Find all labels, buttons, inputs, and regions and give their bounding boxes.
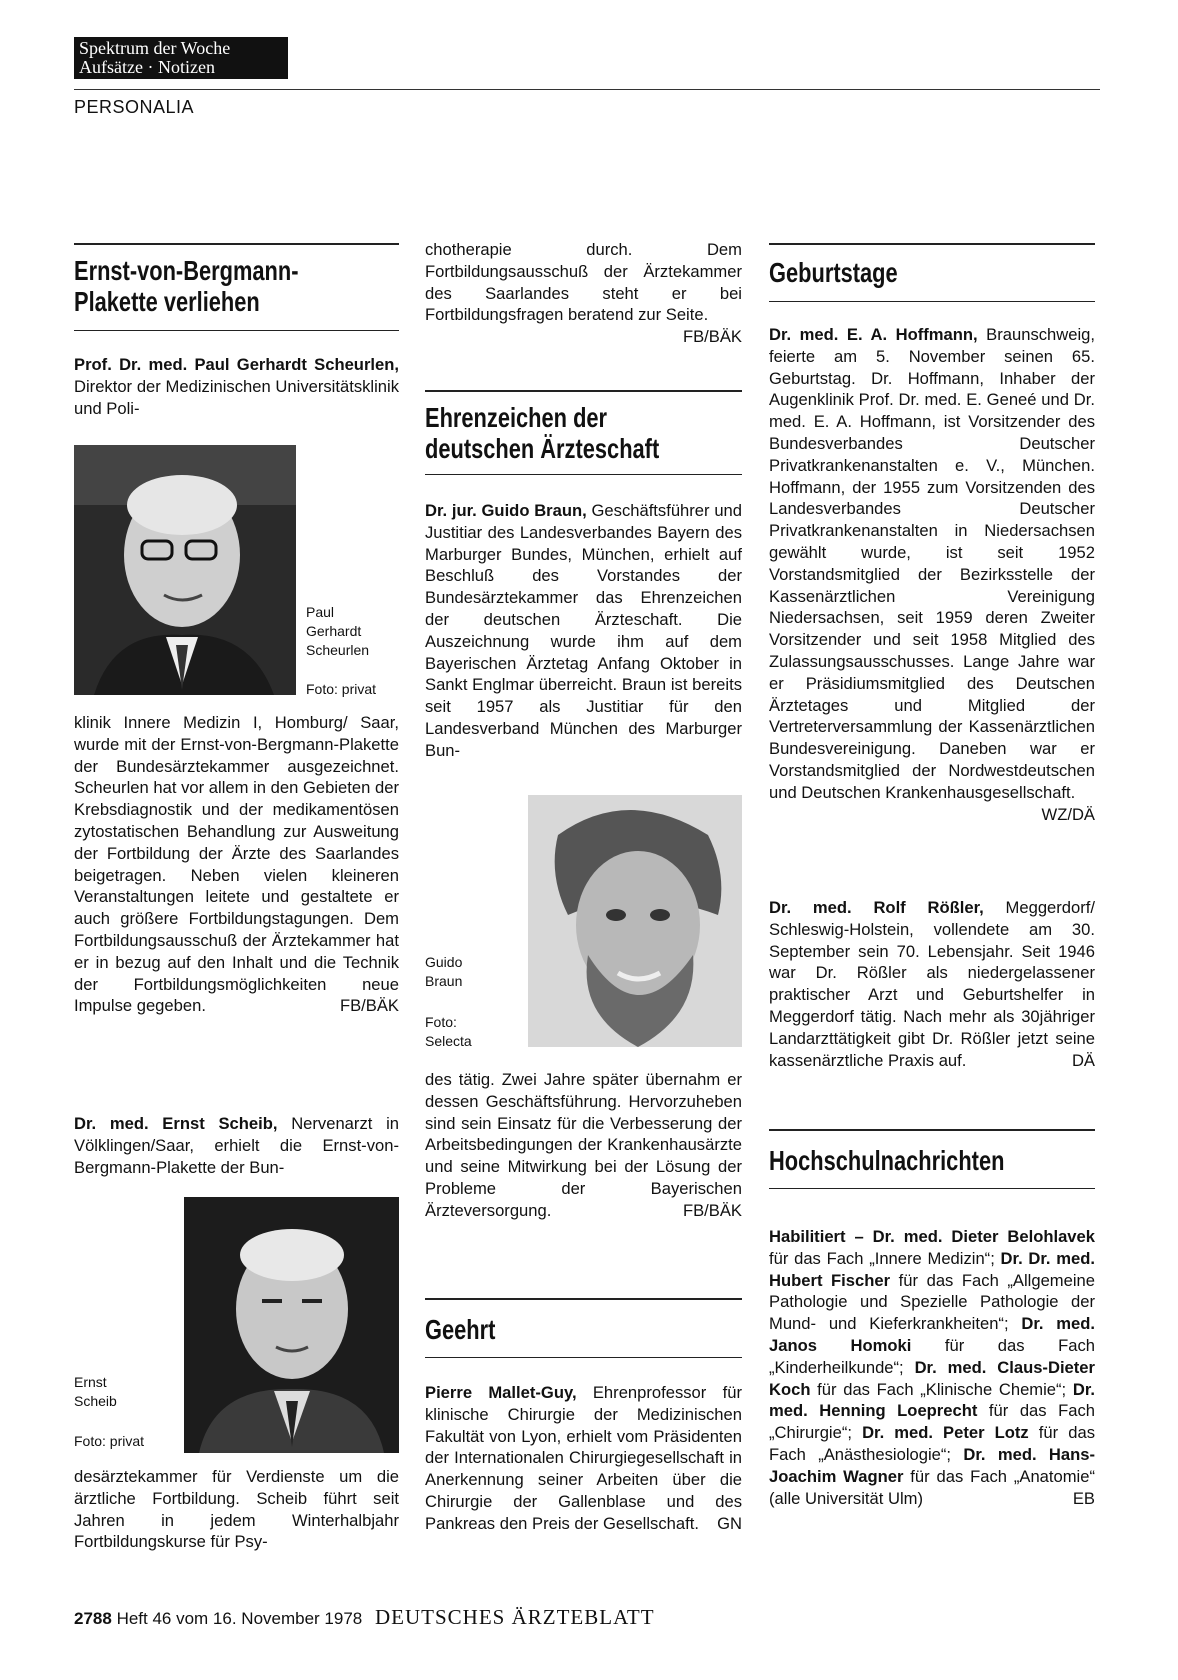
text-mallet-guy: Ehrenprofessor für klinische Chirurgie der Medizinischen Fakultät von Lyon, erhielt vom Präsidenten der Internationalen Chirurgiegesellschaft in Anerkennung seiner Arbeiten über die Chirurgie der Gallenblase und des Pankreas den Preis der Gesellschaft. xyxy=(425,1383,742,1533)
headline-geburtstage: Geburtstage xyxy=(769,257,898,288)
column-2-headline-block xyxy=(425,390,742,475)
text-hoffmann: Braunschweig, feierte am 5. November seinen 65. Geburtstag. Dr. Hoffmann, Inhaber der Augenklinik Prof. Dr. med. E. Geneé und Dr. med. E. A. Hoffmann, ist Vorsitzender des Bundesverbandes Deutscher Privatkrankenanstalten e. V., München. Hoffmann, der 1955 zum Vorsitzenden des Landesverbandes Deutscher Privatkrankenanstalten in Niedersachsen gewählt wurde, ist seit 1952 Vorstandsmitglied der Bezirksstelle der Kassenärztlichen Vereinigung Niedersachsen, seit 1959 deren Zweiter Vorsitzender und seit 1958 Mitglied des Zulassungsausschusses. Lange Jahre war er Präsidiumsmitglied des Deutschen Ärztetages und Mitglied der Vertreterversammlung der Kassenärztlichen Bundesvereinigung. Daneben war er Vorstandsmitglied der Nordwestdeutschen und Deutschen Krankenhausgesellschaft. xyxy=(769,325,1096,802)
name-scheurlen: Prof. Dr. med. Paul Gerhardt Scheurlen, xyxy=(74,355,399,374)
article-habilitationen: Habilitiert – Dr. med. Dieter Belohlavek für das Fach „Innere Medizin“; Dr. Dr. med. Hubert Fischer für das Fach „Allgemeine Pathologie und Spezielle Pathologie der Mund- und Kieferkrankheiten“; Dr. med. Janos Homoki für das Fach „Kinderheilkunde“; Dr. med. Claus-Dieter Koch für das Fach „Klinische Chemie“; Dr. med. Henning Loeprecht für das Fach „Chirurgie“; Dr. med. Peter Lotz für das Fach „Anästhesiologie“; Dr. med. Hans-Joachim Wagner für das Fach „Anatomie“ (alle Universität Ulm) EB xyxy=(769,1227,1096,1508)
article-scheib-intro xyxy=(74,1113,399,1178)
column-2-geehrt-block xyxy=(425,1298,742,1358)
column-3-geburtstage-block xyxy=(769,243,1095,302)
caption-braun: Guido Braun xyxy=(425,954,463,989)
article-braun xyxy=(425,500,742,762)
headline-geehrt: Geehrt xyxy=(425,1314,496,1345)
page-footer xyxy=(74,1605,655,1630)
signature-fb-baek-3: FB/BÄK xyxy=(682,1200,742,1220)
text-scheib-end: chotherapie durch. Dem Fortbildungsausschuß der Ärztekammer des Saarlandes steht er bei Fortbildungsfragen beratend zur Seite. xyxy=(425,240,742,325)
text-scheurlen-body: klinik Innere Medizin I, Homburg/ Saar, wurde mit der Ernst-von-Bergmann-Plakette der Bundesärztekammer ausgezeichnet. Scheurlen hat vor allem in den Gebieten der Krebsdiagnostik und der medikamentösen zytostatischen Behandlung zur Ausweitung der Fortbildung der Ärzte des Saarlandes beigetragen. Neben vielen kleineren Veranstaltungen leitete und gestaltete er auch größere Fortbildungstagungen. Dem Fortbildungsausschuß der Ärztekammer hat er in bezug auf den Inhalt und die Technik der Fortbildungsmöglichkeiten neue Impulse gegeben. xyxy=(74,713,399,1016)
name-scheib: Dr. med. Ernst Scheib, xyxy=(74,1114,278,1133)
headline-ehrenzeichen-line-1: Ehrenzeichen der xyxy=(425,402,608,433)
caption-scheib: Ernst Scheib xyxy=(74,1374,117,1409)
signature-wz-dae: WZ/DÄ xyxy=(1041,804,1095,824)
article-scheib-body xyxy=(74,1466,399,1553)
name-roessler: Dr. med. Rolf Rößler, xyxy=(769,898,984,917)
headline-bergmann-line-1: Ernst-von-Bergmann- xyxy=(74,255,299,286)
article-scheib-continued xyxy=(425,239,742,348)
name-hoffmann: Dr. med. E. A. Hoffmann, xyxy=(769,325,978,344)
signature-dae: DÄ xyxy=(1071,1050,1095,1070)
top-rule xyxy=(74,89,1100,90)
headline-ehrenzeichen-line-2: deutschen Ärzteschaft xyxy=(425,433,660,464)
magazine-name: DEUTSCHES ÄRZTEBLATT xyxy=(374,1605,655,1629)
issue-info: Heft 46 vom 16. November 1978 xyxy=(116,1609,363,1628)
name-mallet-guy: Pierre Mallet-Guy, xyxy=(425,1383,577,1402)
column-1-headline-block xyxy=(74,243,399,331)
credit-scheib: Foto: privat xyxy=(74,1433,145,1449)
signature-gn: GN xyxy=(717,1513,742,1533)
column-3-hochschul-block xyxy=(769,1129,1095,1189)
article-scheurlen-intro xyxy=(74,354,399,419)
headline-bergmann-line-2: Plakette verliehen xyxy=(74,286,260,317)
text-scheib-intro: Nervenarzt in Völklingen/Saar, erhielt die Ernst-von-Bergmann-Plakette der Bun- xyxy=(74,1114,399,1177)
article-hoffmann xyxy=(769,324,1095,825)
photo-braun xyxy=(528,795,742,1047)
signature-fb-baek-2: FB/BÄK xyxy=(682,327,742,347)
photo-scheib xyxy=(184,1197,399,1453)
article-roessler xyxy=(769,897,1095,1071)
photo-scheurlen xyxy=(74,445,296,695)
name-braun: Dr. jur. Guido Braun, xyxy=(425,501,587,520)
article-braun-continued xyxy=(425,1069,742,1222)
masthead-line-1: Spektrum der Woche xyxy=(79,38,231,58)
text-roessler: Meggerdorf/ Schleswig-Holstein, vollendete am 30. September sein 70. Lebensjahr. Seit 1946 war Dr. Rößler als niedergelassener praktischer Arzt und Geburtshelfer in Meggerdorf tätig. Nach mehr als 30jähriger Landarzttätigkeit gibt Dr. Rößler jetzt seine kassenärztliche Praxis auf. xyxy=(769,898,1096,1070)
text-scheib-body: desärztekammer für Verdienste um die ärztliche Fortbildung. Scheib führt seit Jahren in jedem Winterhalbjahr Fortbildungskurse für Psy- xyxy=(74,1467,399,1552)
section-label: PERSONALIA xyxy=(74,97,195,117)
text-scheurlen-intro: Direktor der Medizinischen Universitätsklinik und Poli- xyxy=(74,376,399,418)
signature-eb: EB xyxy=(1072,1488,1095,1508)
masthead-box xyxy=(74,37,288,79)
article-mallet-guy xyxy=(425,1382,742,1535)
article-scheurlen-body xyxy=(74,712,399,1017)
text-braun-end: des tätig. Zwei Jahre später übernahm er dessen Geschäftsführung. Hervorzuheben sind sein Einsatz für die Verbesserung der Arbeitsbedingungen der Krankenhausärzte und seine Mitwirkung bei der Lösung der Probleme der Bayerischen Ärzteversorgung. xyxy=(425,1070,742,1220)
caption-scheurlen: Paul Gerhardt Scheurlen xyxy=(306,604,370,658)
credit-braun: Foto: Selecta xyxy=(425,1014,472,1049)
text-braun: Geschäftsführer und Justitiar des Landesverbandes Bayern des Marburger Bundes, München, erhielt auf Beschluß des Vorstandes der Bundesärztekammer das Ehrenzeichen der deutschen Ärzteschaft. Die Auszeichnung wurde ihm auf dem Bayerischen Ärztetag Anfang Oktober in Sankt Englmar überreicht. Braun ist bereits seit 1957 als Justitiar für den Landesverband München des Marburger Bun- xyxy=(425,501,742,760)
signature-fb-baek-1: FB/BÄK xyxy=(339,996,399,1016)
headline-hochschulnachrichten: Hochschulnachrichten xyxy=(769,1145,1005,1176)
credit-scheurlen: Foto: privat xyxy=(306,681,377,697)
page-number: 2788 xyxy=(74,1609,112,1628)
masthead-line-2: Aufsätze · Notizen xyxy=(79,57,215,77)
